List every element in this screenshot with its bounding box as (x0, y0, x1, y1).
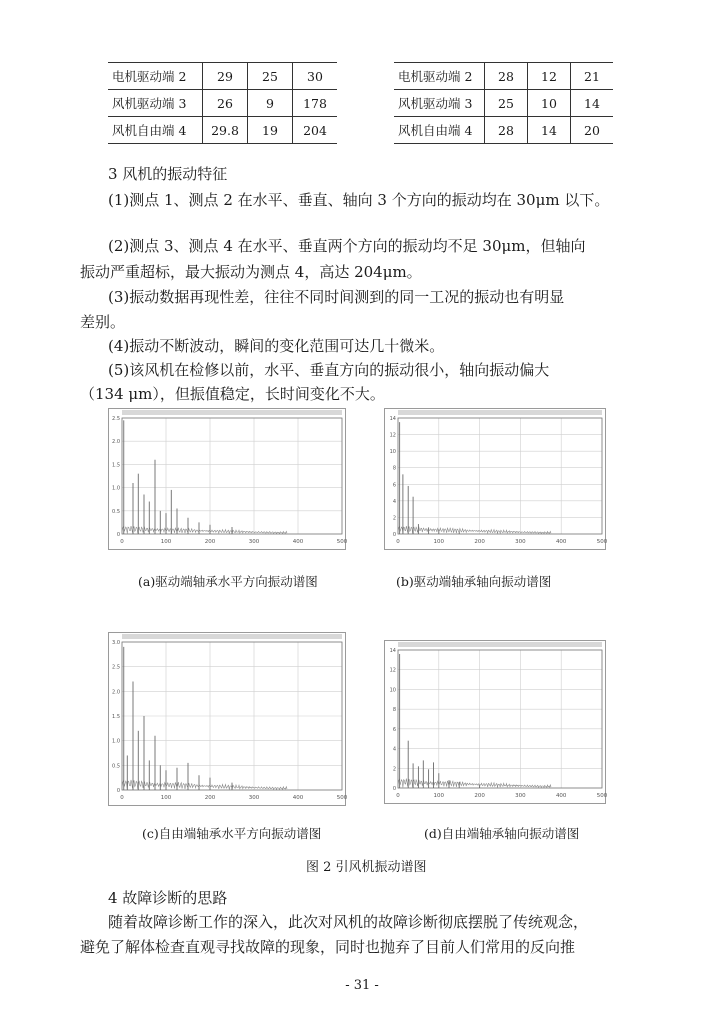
x-tick-label: 100 (433, 793, 445, 799)
table-row (108, 90, 337, 117)
table-cell: 10 (528, 90, 571, 117)
x-tick-label: 200 (474, 539, 485, 545)
y-tick-label: 0 (392, 532, 396, 538)
table-cell: 9 (248, 90, 293, 117)
y-tick-label: 0.5 (112, 763, 120, 770)
paragraph-line: (5)该风机在检修以前，水平、垂直方向的振动很小，轴向振动偏大 (108, 361, 550, 379)
y-tick-label: 12 (389, 667, 396, 674)
y-tick-label: 2.0 (112, 439, 120, 446)
paragraph-line: (1)测点 1、测点 2 在水平、垂直、轴向 3 个方向的振动均在 30μm 以下。 (108, 191, 610, 209)
y-tick-label: 6 (392, 726, 396, 733)
table-cell: 25 (485, 90, 528, 117)
spectrum-chart-d (384, 640, 606, 804)
chart-frame (385, 641, 606, 804)
table-cell: 风机自由端 4 (108, 117, 203, 144)
y-tick-label: 1.0 (112, 485, 120, 492)
vibration-table-left (108, 62, 337, 144)
chart-frame (385, 409, 606, 550)
x-tick-label: 500 (336, 795, 348, 801)
y-tick-label: 2.0 (112, 689, 120, 696)
table-cell: 电机驱动端 2 (108, 63, 203, 90)
table-cell: 29 (203, 63, 248, 90)
table-cell: 25 (248, 63, 293, 90)
table-cell: 28 (485, 63, 528, 90)
y-tick-label: 0.5 (112, 508, 120, 515)
figure-caption-a: (a)驱动端轴承水平方向振动谱图 (138, 574, 318, 589)
table-row (394, 90, 613, 117)
x-tick-label: 0 (396, 793, 400, 799)
x-tick-label: 100 (160, 539, 172, 545)
table-cell: 12 (528, 63, 571, 90)
table-cell: 204 (293, 117, 338, 144)
table-cell: 29.8 (203, 117, 248, 144)
y-tick-label: 14 (389, 648, 396, 654)
y-tick-label: 2 (392, 766, 396, 773)
chart-header-bar (398, 642, 602, 647)
y-tick-label: 1.5 (112, 462, 120, 469)
chart-header-bar (122, 634, 342, 639)
y-tick-label: 14 (389, 416, 396, 422)
y-tick-label: 1.0 (112, 738, 120, 745)
x-tick-label: 0 (396, 539, 400, 545)
x-tick-label: 200 (474, 793, 485, 799)
x-tick-label: 400 (555, 539, 567, 545)
paragraph-line: (2)测点 3、测点 4 在水平、垂直两个方向的振动均不足 30μm，但轴向 (108, 237, 586, 255)
paragraph-line: （134 μm），但振值稳定，长时间变化不大。 (80, 385, 385, 403)
chart-header-bar (122, 410, 342, 415)
table-cell: 14 (571, 90, 614, 117)
x-tick-label: 300 (515, 539, 526, 545)
table-cell: 178 (293, 90, 338, 117)
y-tick-label: 0 (116, 532, 120, 538)
x-tick-label: 400 (292, 539, 304, 545)
y-tick-label: 8 (392, 707, 396, 714)
y-tick-label: 10 (389, 449, 396, 456)
figure-caption-c: (c)自由端轴承水平方向振动谱图 (142, 826, 322, 841)
table-cell: 30 (293, 63, 338, 90)
table-cell: 14 (528, 117, 571, 144)
chart-header-bar (398, 410, 602, 415)
paragraph-line: (4)振动不断波动，瞬间的变化范围可达几十微米。 (108, 337, 445, 355)
table-cell: 19 (248, 117, 293, 144)
x-tick-label: 500 (596, 793, 608, 799)
y-tick-label: 4 (392, 498, 396, 505)
table-row (108, 63, 337, 90)
table-cell: 风机驱动端 3 (108, 90, 203, 117)
x-tick-label: 300 (248, 539, 260, 545)
paragraph-line: 避免了解体检查直观寻找故障的现象，同时也抛弃了目前人们常用的反向推 (80, 938, 576, 956)
spectrum-chart-a (108, 408, 346, 550)
x-tick-label: 200 (204, 539, 216, 545)
table-cell: 21 (571, 63, 614, 90)
page-number: - 31 - (345, 978, 379, 993)
table-cell: 20 (571, 117, 614, 144)
y-tick-label: 2.5 (112, 416, 120, 422)
x-tick-label: 100 (160, 795, 172, 801)
figure-caption-d: (d)自由端轴承轴向振动谱图 (424, 826, 580, 841)
table-cell: 电机驱动端 2 (394, 63, 485, 90)
x-tick-label: 500 (336, 539, 348, 545)
y-tick-label: 1.5 (112, 714, 120, 720)
x-tick-label: 300 (515, 793, 526, 799)
vibration-table-right (394, 62, 613, 144)
x-tick-label: 0 (120, 539, 124, 545)
x-tick-label: 400 (292, 795, 304, 801)
y-tick-label: 0 (116, 788, 120, 794)
table-cell: 风机驱动端 3 (394, 90, 485, 117)
table-cell: 28 (485, 117, 528, 144)
section-heading: 3 风机的振动特征 (108, 165, 228, 183)
y-tick-label: 2.5 (112, 664, 120, 671)
y-tick-label: 6 (392, 482, 396, 489)
y-tick-label: 4 (392, 746, 396, 753)
figure-caption-b: (b)驱动端轴承轴向振动谱图 (396, 574, 552, 589)
x-tick-label: 200 (204, 795, 216, 801)
table-cell: 风机自由端 4 (394, 117, 485, 144)
y-tick-label: 0 (392, 786, 396, 792)
table-row (394, 63, 613, 90)
y-tick-label: 2 (392, 515, 396, 522)
paragraph-line: (3)振动数据再现性差，往往不同时间测到的同一工况的振动也有明显 (108, 288, 565, 306)
y-tick-label: 3.0 (112, 640, 120, 646)
table-row (108, 117, 337, 144)
y-tick-label: 12 (389, 432, 396, 439)
table-cell: 26 (203, 90, 248, 117)
paragraph-line: 差别。 (80, 313, 126, 331)
y-tick-label: 8 (392, 465, 396, 472)
y-tick-label: 10 (389, 687, 396, 694)
spectrum-chart-c (108, 632, 346, 806)
figure-title: 图 2 引风机振动谱图 (306, 860, 427, 875)
x-tick-label: 500 (596, 539, 608, 545)
spectrum-chart-b (384, 408, 606, 550)
table-row (394, 117, 613, 144)
paragraph-line: 随着故障诊断工作的深入，此次对风机的故障诊断彻底摆脱了传统观念， (108, 913, 589, 931)
x-tick-label: 400 (555, 793, 567, 799)
x-tick-label: 0 (120, 795, 124, 801)
paragraph-line: 振动严重超标，最大振动为测点 4，高达 204μm。 (80, 263, 422, 281)
section-heading: 4 故障诊断的思路 (108, 889, 228, 907)
x-tick-label: 100 (433, 539, 445, 545)
x-tick-label: 300 (248, 795, 260, 801)
